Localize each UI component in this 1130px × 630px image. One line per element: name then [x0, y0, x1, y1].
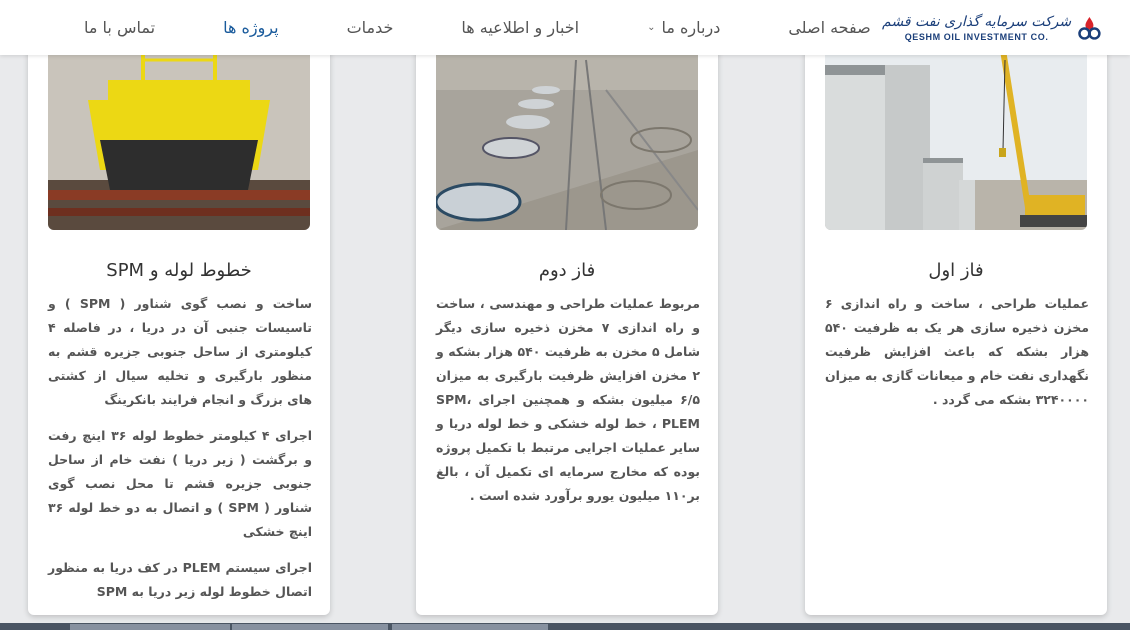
- logo-name-fa: شرکت سرمایه گذاری نفت قشم: [882, 14, 1072, 30]
- project-card-pipelines-spm: [28, 30, 330, 615]
- phase-1-description: [825, 292, 1089, 424]
- company-logo[interactable]: [882, 3, 1102, 53]
- taskbar-segment[interactable]: [392, 624, 548, 630]
- phase-1-paragraph: عملیات طراحی ، ساخت و راه اندازی ۶ مخزن ذخیره سازی هر یک به ظرفیت ۵۴۰ هزار بشکه که باعث افزایش ظرفیت نگهداری نفت خام و میعانات گازی به میزان ۳۲۴۰۰۰۰ بشکه می گردد .: [825, 296, 1089, 407]
- phase-2-title: فاز دوم: [538, 260, 596, 281]
- phase-1-image: [825, 30, 1087, 230]
- spm-buoy-image: [48, 30, 310, 230]
- storage-tanks-crane-image: [825, 30, 1087, 230]
- phase-1-title: فاز اول: [928, 260, 984, 281]
- project-card-phase-2: [416, 30, 718, 615]
- taskbar-strip: [0, 623, 1130, 630]
- nav-about[interactable]: [647, 18, 720, 37]
- spm-image: [48, 30, 310, 230]
- phase-2-image: [436, 30, 698, 230]
- logo-text: [882, 14, 1071, 42]
- phase-2-description: [436, 292, 700, 520]
- nav-news[interactable]: [461, 18, 579, 37]
- nav-projects-label: پروژه ها: [223, 18, 279, 37]
- main-nav: [50, 0, 871, 55]
- nav-projects[interactable]: [223, 18, 279, 37]
- spm-title: خطوط لوله و SPM: [106, 260, 252, 281]
- oil-drop-logo-icon: [1077, 4, 1102, 52]
- spm-description: [48, 292, 312, 615]
- spm-paragraph-2: اجرای ۴ کیلومتر خطوط لوله ۳۶ اینچ رفت و برگشت ( زیر دریا ) نفت خام از ساحل جنوبی جزیره قشم تا محل نصب گوی شناور ( SPM ) و اتصال به دو خط لوله ۳۶ اینچ خشکی: [48, 428, 312, 539]
- taskbar-segment[interactable]: [232, 624, 388, 630]
- chevron-down-icon: ⌄: [647, 22, 656, 33]
- nav-contact[interactable]: [84, 18, 155, 37]
- spm-paragraph-3: اجرای سیستم PLEM در کف دریا به منظور اتصال خطوط لوله زیر دریا به SPM: [48, 560, 312, 599]
- nav-home[interactable]: [788, 18, 870, 37]
- nav-contact-label: تماس با ما: [84, 18, 156, 37]
- nav-home-label: صفحه اصلی: [788, 18, 871, 37]
- phase-2-paragraph: مربوط عملیات طراحی و مهندسی ، ساخت و راه اندازی ۷ مخزن ذخیره سازی دیگر شامل ۵ مخزن به ظرفیت ۵۴۰ هزار بشکه و ۲ مخزن افزایش ظرفیت بارگیری به میزان ۶/۵ میلیون بشکه و همچنین اجرای SPM، PLEM ، خط لوله خشکی و خط لوله دریا و سایر عملیات اجرایی مرتبط با تکمیل پروژه بوده که مخارج سرمایه ای تکمیل آن ، بالغ بر۱۱۰ میلیون یورو برآورد شده است .: [436, 296, 701, 503]
- aerial-tank-farm-image: [436, 30, 698, 230]
- spm-paragraph-1: ساخت و نصب گوی شناور ( SPM ) و تاسیسات جنبی آن در دریا ، در فاصله ۴ کیلومتری از ساحل جنوبی جزیره قشم به منظور بارگیری و تخلیه سیال از کشتی های بزرگ و انجام فرایند بانکرینگ: [48, 296, 313, 407]
- project-card-phase-1: [805, 30, 1107, 615]
- nav-about-label: درباره ما: [661, 18, 721, 37]
- site-header: [0, 0, 1130, 55]
- logo-name-en: QESHM OIL INVESTMENT CO.: [904, 32, 1049, 42]
- nav-services[interactable]: [347, 18, 394, 37]
- nav-news-label: اخبار و اطلاعیه ها: [461, 18, 580, 37]
- nav-services-label: خدمات: [346, 18, 394, 37]
- taskbar-segment[interactable]: [70, 624, 230, 630]
